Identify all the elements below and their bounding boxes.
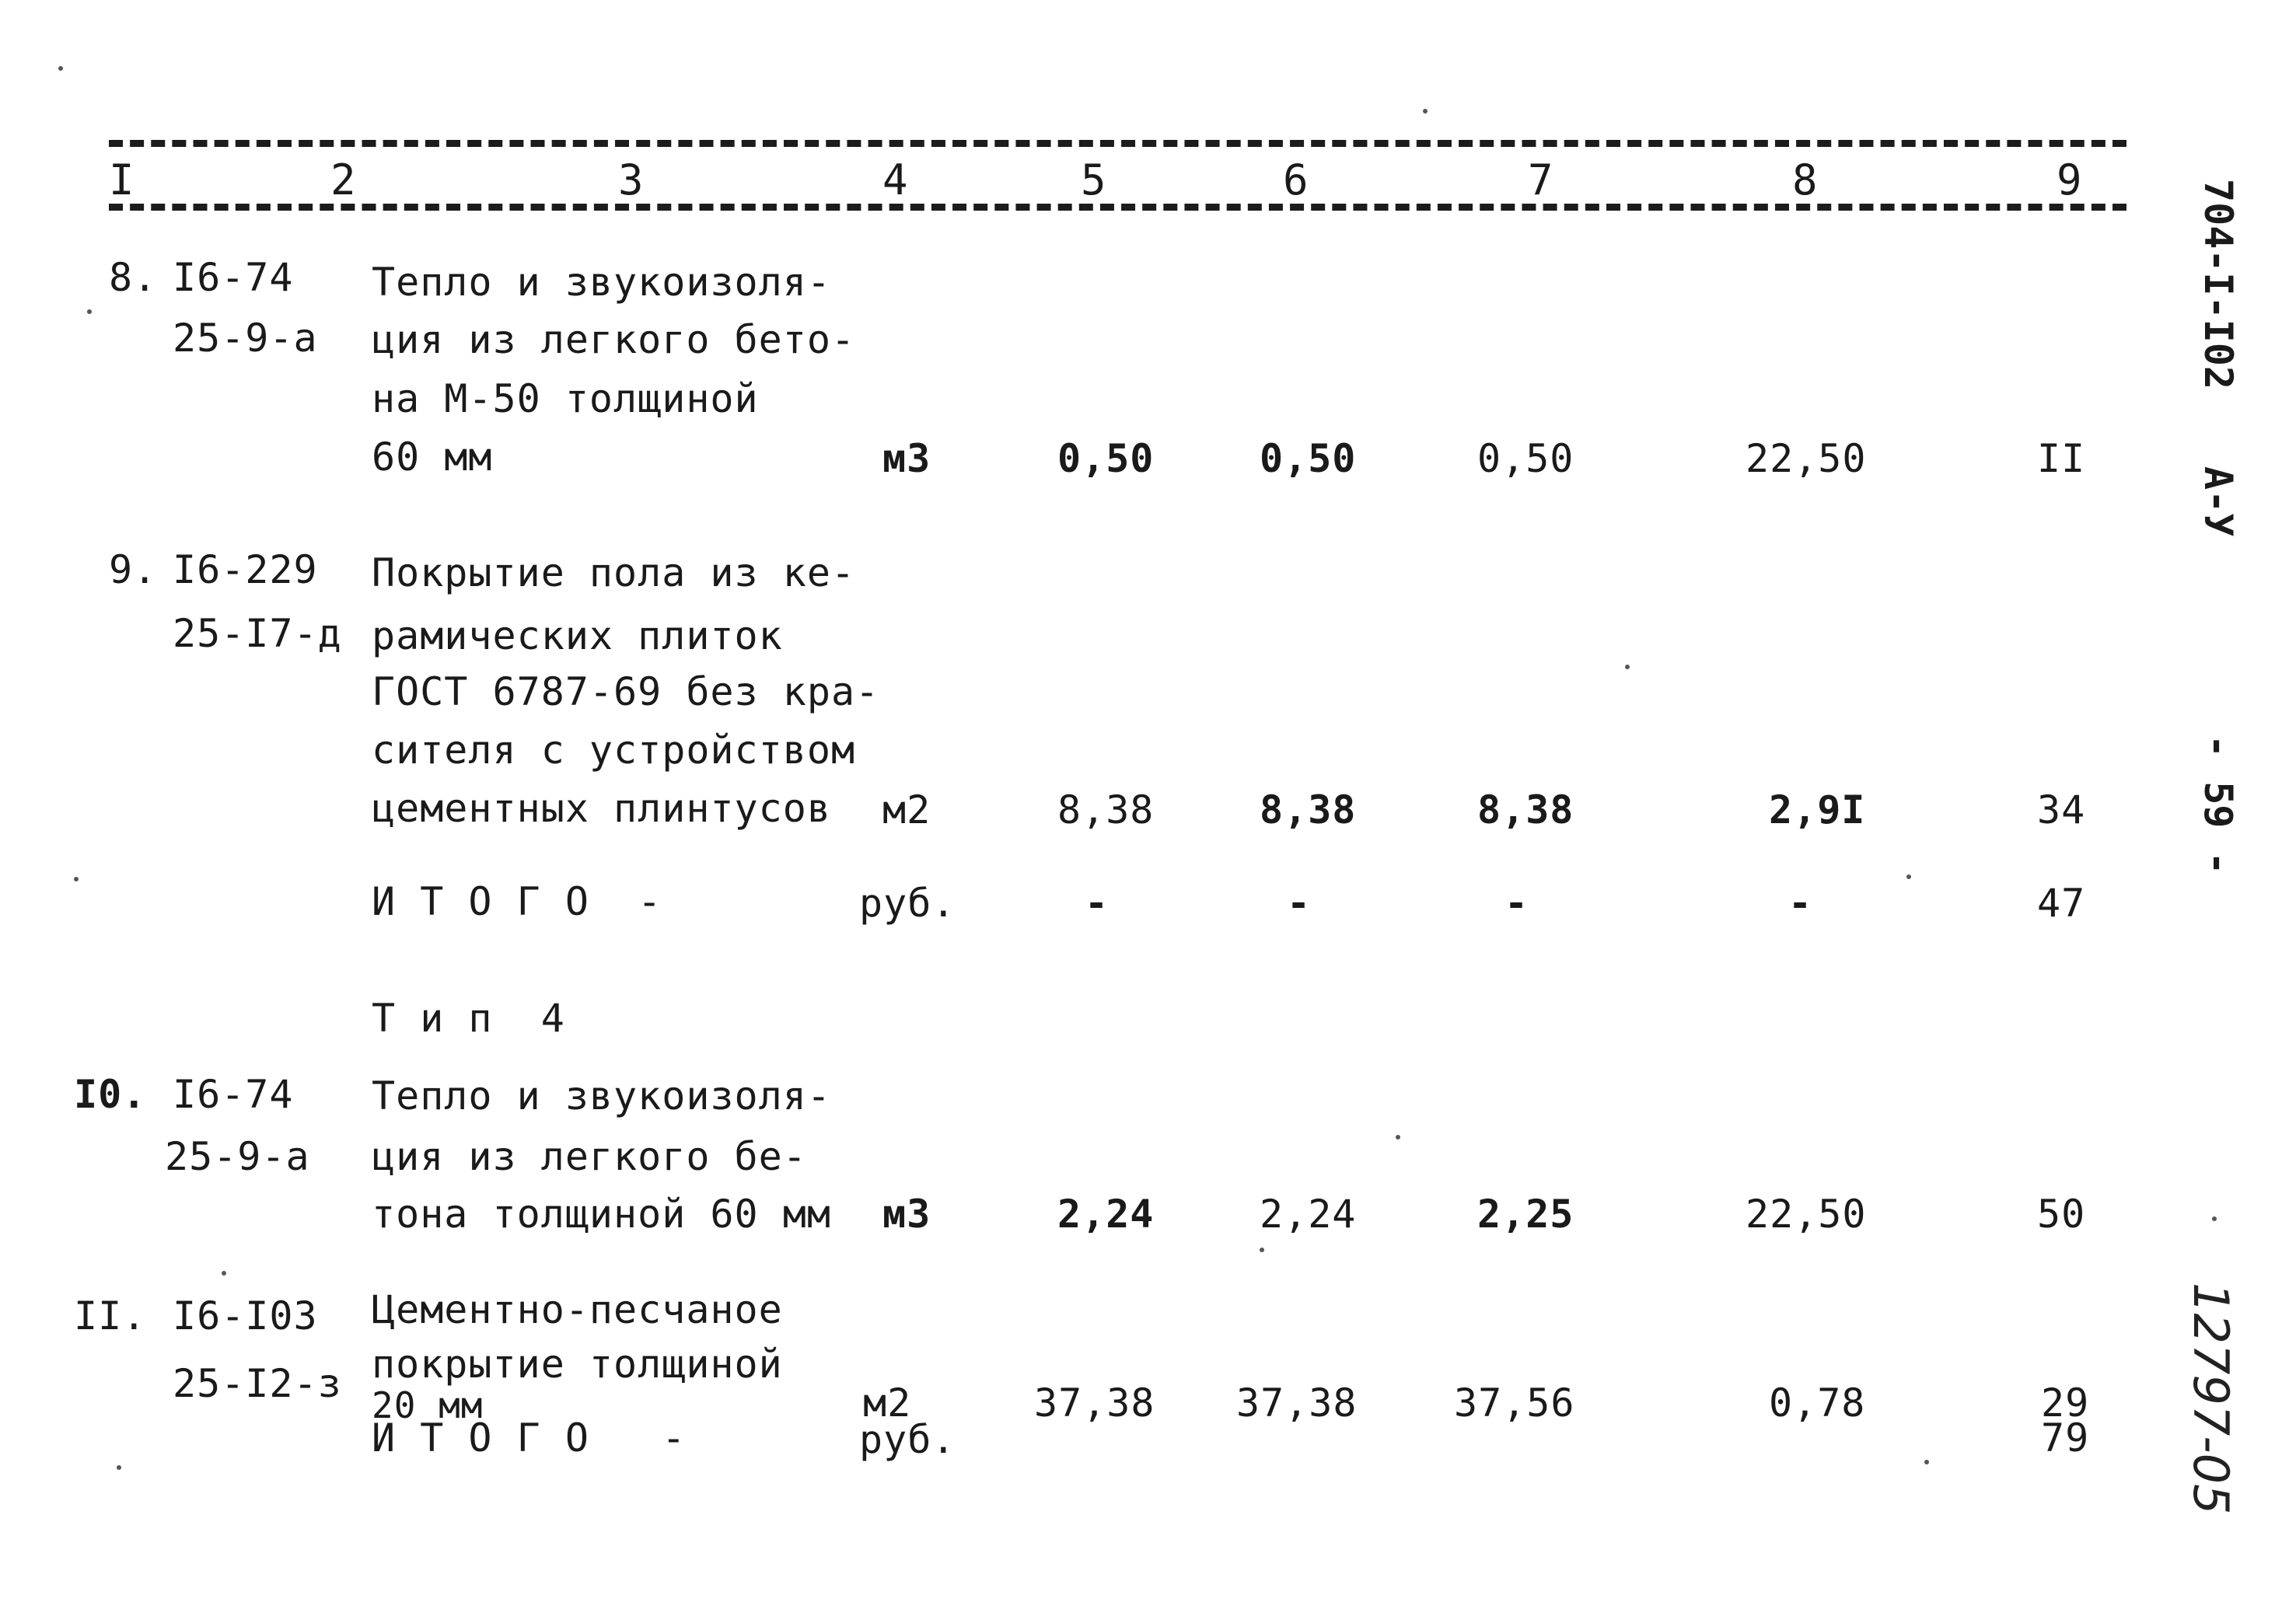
total-col8: - bbox=[1788, 881, 1813, 926]
row-col6: 8,38 bbox=[1260, 787, 1357, 832]
row-col8: 22,50 bbox=[1746, 436, 1867, 481]
row-col5: 2,24 bbox=[1057, 1192, 1155, 1237]
row-unit: м2 bbox=[882, 787, 931, 832]
row-col7: 2,25 bbox=[1477, 1192, 1574, 1237]
scan-speck bbox=[58, 66, 63, 71]
row-col7: 8,38 bbox=[1477, 787, 1574, 832]
row-col6: 2,24 bbox=[1260, 1192, 1357, 1237]
header-bottom-rule bbox=[109, 204, 2127, 211]
row-number: II. bbox=[74, 1293, 147, 1339]
row-desc-line: ция из легкого бето- bbox=[372, 317, 856, 362]
row-number: 8. bbox=[109, 255, 158, 300]
row-code-sub: 25-9-а bbox=[165, 1134, 310, 1179]
row-desc-line: ГОСТ 6787-69 без кра- bbox=[372, 669, 880, 714]
scan-speck bbox=[74, 877, 79, 881]
row-desc-line: Тепло и звукоизоля- bbox=[372, 260, 831, 305]
row-desc-line: сителя с устройством bbox=[372, 728, 856, 773]
total-unit: руб. bbox=[859, 1417, 956, 1462]
margin-album: А-У bbox=[2196, 466, 2241, 537]
row-col6: 37,38 bbox=[1236, 1380, 1358, 1426]
scan-speck bbox=[1396, 1135, 1400, 1140]
row-col8: 22,50 bbox=[1746, 1192, 1867, 1237]
total-label: И Т О Г О - bbox=[372, 1415, 687, 1461]
row-col9: II bbox=[2037, 436, 2086, 481]
margin-doc-code: 704-I-I02 bbox=[2196, 179, 2241, 389]
col-header-2: 2 bbox=[330, 155, 357, 204]
scan-speck bbox=[1924, 1460, 1929, 1464]
row-desc-line: Цементно-песчаное bbox=[372, 1287, 783, 1332]
col-header-8: 8 bbox=[1792, 155, 1819, 204]
row-col9: 50 bbox=[2037, 1192, 2086, 1237]
scan-speck bbox=[222, 1271, 226, 1276]
row-code-sub: 25-9-а bbox=[173, 316, 318, 361]
total-col9: 79 bbox=[2041, 1415, 2090, 1461]
row-desc-line: Покрытие пола из ке- bbox=[372, 550, 856, 595]
row-col9: 34 bbox=[2037, 787, 2086, 832]
row-desc-line: цементных плинтусов bbox=[372, 786, 831, 831]
col-header-6: 6 bbox=[1283, 155, 1309, 204]
row-code-sub: 25-I7-д bbox=[173, 611, 342, 656]
header-top-rule bbox=[109, 140, 2127, 147]
row-desc-line: тона толщиной 60 мм bbox=[372, 1192, 831, 1237]
section-heading: Т и п 4 bbox=[372, 996, 565, 1041]
row-col9: 29 bbox=[2041, 1380, 2090, 1426]
row-col8: 2,9I bbox=[1769, 787, 1866, 832]
row-col7: 0,50 bbox=[1477, 436, 1574, 481]
total-label: И Т О Г О - bbox=[372, 879, 662, 924]
total-col5: - bbox=[1085, 881, 1110, 926]
scan-speck bbox=[2212, 1216, 2217, 1221]
row-desc-line: ция из легкого бе- bbox=[372, 1134, 807, 1179]
row-col7: 37,56 bbox=[1454, 1380, 1575, 1426]
col-header-3: 3 bbox=[618, 155, 645, 204]
scan-speck bbox=[1625, 665, 1630, 669]
col-header-4: 4 bbox=[882, 155, 909, 204]
col-header-9: 9 bbox=[2057, 155, 2083, 204]
total-col7: - bbox=[1504, 881, 1529, 926]
row-code: I6-74 bbox=[173, 1072, 294, 1117]
scan-speck bbox=[1260, 1248, 1264, 1252]
row-col5: 0,50 bbox=[1057, 436, 1155, 481]
row-code: I6-I03 bbox=[173, 1293, 318, 1339]
row-number: 9. bbox=[109, 547, 158, 592]
row-desc-line: покрытие толщиной bbox=[372, 1342, 783, 1387]
row-col6: 0,50 bbox=[1260, 436, 1357, 481]
row-desc-line: 60 мм bbox=[372, 435, 493, 480]
scan-speck bbox=[87, 309, 92, 314]
row-col5: 37,38 bbox=[1034, 1380, 1155, 1426]
row-col5: 8,38 bbox=[1057, 787, 1155, 832]
row-unit: м3 bbox=[882, 436, 931, 481]
row-desc-line: рамических плиток bbox=[372, 613, 783, 658]
row-code: I6-229 bbox=[173, 547, 318, 592]
col-header-5: 5 bbox=[1081, 155, 1107, 204]
margin-page-number: - 59 - bbox=[2196, 735, 2241, 875]
col-header-1: I bbox=[109, 155, 135, 204]
total-unit: руб. bbox=[859, 881, 956, 926]
total-col9: 47 bbox=[2037, 881, 2086, 926]
total-col6: - bbox=[1287, 881, 1312, 926]
row-unit: м2 bbox=[863, 1380, 912, 1426]
row-desc-line: на М-50 толщиной bbox=[372, 376, 759, 421]
scan-speck bbox=[1906, 874, 1911, 879]
row-unit: м3 bbox=[882, 1192, 931, 1237]
row-col8: 0,78 bbox=[1769, 1380, 1866, 1426]
scan-speck bbox=[117, 1465, 121, 1470]
row-desc-line: 20 мм bbox=[372, 1384, 484, 1426]
row-code: I6-74 bbox=[173, 255, 294, 300]
scan-speck bbox=[1423, 109, 1428, 113]
margin-stamp: 12797-05 bbox=[2182, 1283, 2239, 1515]
row-desc-line: Тепло и звукоизоля- bbox=[372, 1073, 831, 1119]
row-code-sub: 25-I2-з bbox=[173, 1361, 342, 1406]
col-header-7: 7 bbox=[1528, 155, 1554, 204]
row-number: I0. bbox=[74, 1072, 147, 1117]
